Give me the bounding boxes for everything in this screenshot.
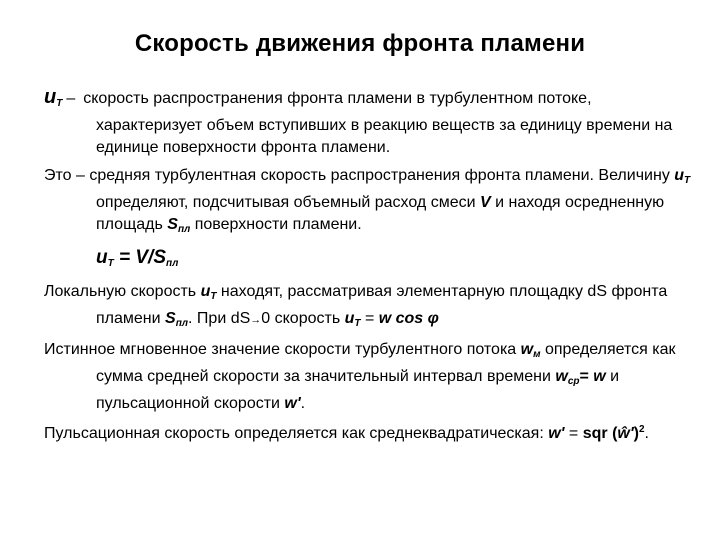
- text-segment: и находя осредненную площадь: [96, 194, 665, 233]
- text-segment: поверхности пламени.: [190, 216, 362, 233]
- var-u-subscript: T: [354, 318, 361, 329]
- var-w-hat-prime: ŵ': [617, 425, 634, 442]
- formula-rhs: = V/S: [113, 247, 166, 268]
- text-segment: =: [564, 425, 583, 442]
- text-segment: Это – средняя турбулентная скорость распространения фронта пламени. Величину: [44, 167, 675, 184]
- var-u: u: [344, 310, 355, 327]
- var-w-subscript: м: [533, 349, 541, 360]
- var-s-subscript: пл: [175, 318, 189, 329]
- var-w-cos-phi: w cos φ: [378, 310, 439, 327]
- var-w: w: [520, 341, 534, 358]
- var-u: u: [200, 283, 211, 300]
- var-u-subscript: T: [56, 98, 63, 109]
- paragraph-average-speed: [44, 165, 694, 241]
- formula-u: u: [96, 247, 108, 268]
- formula-rhs-subscript: пл: [166, 258, 179, 269]
- text-segment: определяется как сумма средней скорости за значительный интервал времени: [96, 341, 676, 385]
- formula: [44, 247, 694, 275]
- slide-title: Скорость движения фронта пламени: [134, 30, 586, 57]
- var-w-prime: w': [284, 395, 301, 412]
- var-u-subscript: T: [684, 175, 691, 186]
- formula-u-subscript: T: [107, 258, 114, 269]
- var-v: V: [479, 194, 491, 211]
- text-segment: находят, рассматривая элементарную площадку dS фронта пламени: [96, 283, 668, 327]
- var-s-subscript: пл: [177, 224, 191, 235]
- superscript-2: 2: [638, 424, 645, 435]
- var-u-subscript: T: [210, 291, 217, 302]
- text-segment: =: [579, 368, 594, 385]
- var-s: S: [165, 310, 176, 327]
- var-w-cp-subscript: ср: [567, 376, 580, 387]
- text-segment: Локальную скорость: [44, 283, 201, 300]
- text-segment: .: [644, 425, 649, 442]
- text-segment: .: [300, 395, 306, 412]
- var-w-prime: w': [548, 425, 565, 442]
- paragraph-definition: [44, 86, 694, 159]
- var-u: u: [44, 86, 57, 108]
- text-segment: и пульсационной скорости: [96, 368, 620, 412]
- text-segment: Пульсационная скорость определяется как среднеквадратическая:: [44, 425, 549, 442]
- dash: –: [66, 90, 76, 107]
- text-segment: . При dS: [188, 310, 251, 327]
- paragraph-instant-speed: [44, 339, 694, 415]
- definition-text: скорость распространения фронта пламени в турбулентном потоке, характеризует объем вступивших в реакцию веществ за единицу времени на единице поверхности фронта пламени.: [83, 90, 673, 156]
- paragraph-local-speed: [44, 281, 694, 335]
- var-w: w: [593, 368, 606, 385]
- var-u: u: [674, 167, 685, 184]
- sqr-function: sqr (: [582, 425, 618, 442]
- slide-content: [44, 86, 694, 449]
- text-segment: =: [360, 310, 379, 327]
- text-segment: Истинное мгновенное значение скорости турбулентного потока: [44, 341, 521, 358]
- paragraph-pulsation-speed: [44, 419, 694, 445]
- text-segment: 0 скорость: [261, 310, 345, 327]
- arrow-symbol: →: [250, 314, 262, 326]
- close-paren: ): [633, 425, 639, 442]
- text-segment: определяют, подсчитывая объемный расход смеси: [96, 194, 480, 211]
- var-s: S: [167, 216, 178, 233]
- var-w-cp: w: [555, 368, 568, 385]
